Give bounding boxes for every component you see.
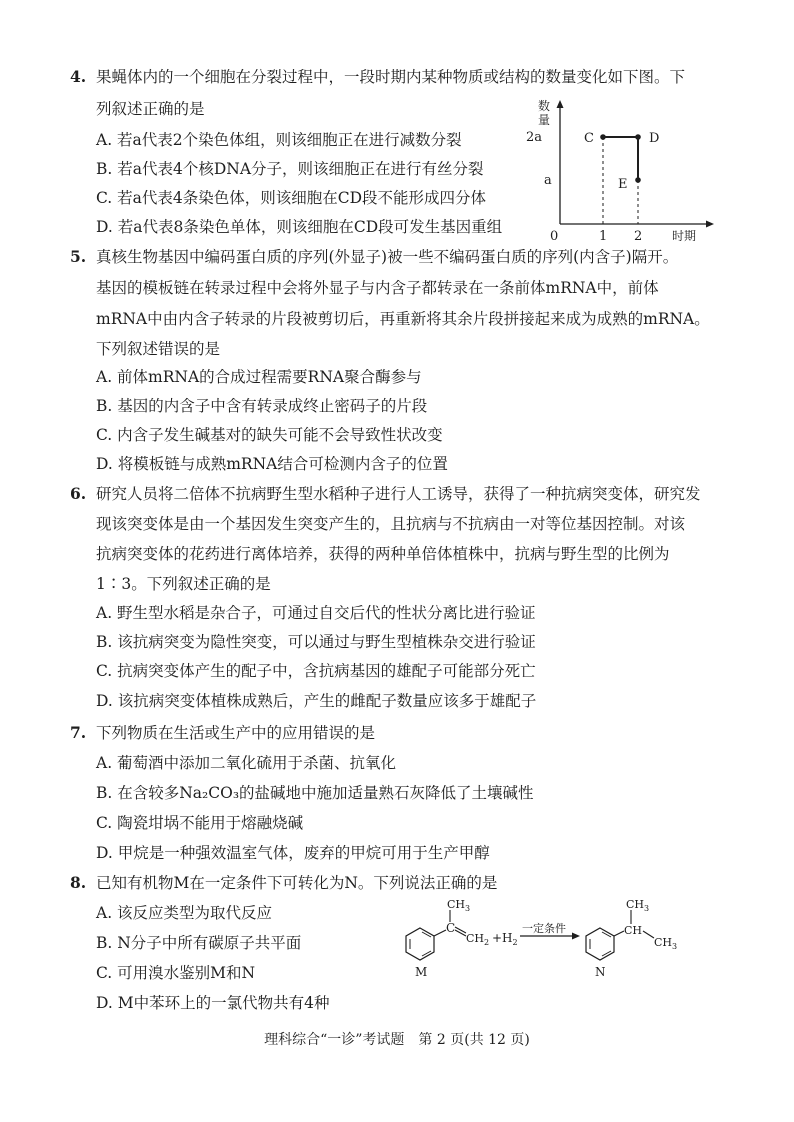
x-tick-1: 1 xyxy=(599,229,608,242)
question-5-option-b: B. 基因的内含子中含有转录成终止密码子的片段 xyxy=(96,397,428,415)
question-4-option-a: A. 若a代表2个染色体组，则该细胞正在进行减数分裂 xyxy=(96,131,462,149)
question-7-option-b: B. 在含较多Na₂CO₃的盐碱地中施加适量熟石灰降低了土壤碱性 xyxy=(96,784,534,802)
y-axis-arrow xyxy=(557,100,564,108)
question-8-reaction-figure xyxy=(392,894,692,984)
n-label: N xyxy=(595,965,606,979)
question-number: 8. xyxy=(70,873,87,892)
x-tick-2: 2 xyxy=(634,229,643,242)
m-ring-to-c-bond xyxy=(434,930,446,936)
question-8-stem: 8. 已知有机物M在一定条件下可转化为N。下列说法正确的是 xyxy=(70,873,498,892)
m-ring-inner-bond xyxy=(422,932,431,937)
question-number: 4. xyxy=(70,67,87,86)
question-8-option-b: B. N分子中所有碳原子共平面 xyxy=(96,934,302,952)
question-5-option-a: A. 前体mRNA的合成过程需要RNA聚合酶参与 xyxy=(96,368,422,386)
question-5-stem-line-2: 基因的模板链在转录过程中会将外显子与内含子都转录在一条前体mRNA中，前体 xyxy=(96,279,659,297)
m-ring-inner-bond xyxy=(422,951,431,956)
y-axis-label-1: 数 xyxy=(538,99,551,113)
question-6-option-d: D. 该抗病突变体植株成熟后，产生的雌配子数量应该多于雄配子 xyxy=(96,692,537,710)
question-8-option-c: C. 可用溴水鉴别M和N xyxy=(96,964,256,982)
n-ch-ch3-right-bond xyxy=(643,931,654,938)
question-5-stem-line-1: 5. 真核生物基因中编码蛋白质的序列(外显子)被一些不编码蛋白质的序列(内含子)隔开。 xyxy=(70,247,679,266)
question-4-option-c: C. 若a代表4条染色体，则该细胞在CD段不能形成四分体 xyxy=(96,189,487,207)
n-ring-inner-bond xyxy=(602,932,611,937)
origin-label: 0 xyxy=(550,229,559,242)
plus-h2: $+H_2$ xyxy=(492,931,518,947)
question-7-stem: 7. 下列物质在生活或生产中的应用错误的是 xyxy=(70,723,376,742)
question-5-stem-line-3: mRNA中由内含子转录的片段被剪切后，再重新将其余片段拼接起来成为成熟的mRNA。 xyxy=(96,310,710,328)
question-number: 6. xyxy=(70,484,87,503)
point-e xyxy=(635,177,641,183)
m-ch3-top: $CH_3$ xyxy=(447,898,471,913)
question-7-option-d: D. 甲烷是一种强效温室气体，废弃的甲烷可用于生产甲醇 xyxy=(96,844,490,862)
question-6-stem-line-4: 1∶3。下列叙述正确的是 xyxy=(96,575,271,593)
question-6-stem-line-2: 现该突变体是由一个基因发生突变产生的，且抗病与不抗病由一对等位基因控制。对该 xyxy=(96,515,686,533)
question-number: 5. xyxy=(70,247,87,266)
n-ch: CH xyxy=(624,924,643,937)
question-7-option-a: A. 葡萄酒中添加二氧化硫用于杀菌、抗氧化 xyxy=(96,754,397,772)
question-4-figure xyxy=(520,92,720,242)
label-c: C xyxy=(584,131,594,146)
question-6-option-a: A. 野生型水稻是杂合子，可通过自交后代的性状分离比进行验证 xyxy=(96,604,536,622)
question-5-option-d: D. 将模板链与成熟mRNA结合可检测内含子的位置 xyxy=(96,455,448,473)
m-c-atom: C xyxy=(446,921,456,935)
question-4-option-d: D. 若a代表8条染色单体，则该细胞在CD段可发生基因重组 xyxy=(96,218,503,236)
point-c xyxy=(600,134,606,140)
m-double-bond-2 xyxy=(455,927,466,933)
question-4-stem-line-2: 列叙述正确的是 xyxy=(96,100,205,118)
question-4-option-b: B. 若a代表4个核DNA分子，则该细胞正在进行有丝分裂 xyxy=(96,160,484,178)
question-number: 7. xyxy=(70,723,87,742)
reaction-condition: 一定条件 xyxy=(522,922,566,935)
question-5-stem-line-4: 下列叙述错误的是 xyxy=(96,340,221,358)
n-ring-inner-bond xyxy=(602,951,611,956)
x-axis-arrow xyxy=(706,221,714,228)
n-ch3-right: $CH_3$ xyxy=(654,936,678,951)
y-tick-a: a xyxy=(544,173,552,188)
n-ch3-top: $CH_3$ xyxy=(626,898,650,913)
n-ring-to-ch-bond xyxy=(614,931,624,936)
m-double-bond-1 xyxy=(455,930,466,936)
page-footer: 理科综合“一诊”考试题 第 2 页(共 12 页) xyxy=(264,1032,530,1048)
y-axis-label-2: 量 xyxy=(538,113,551,127)
point-d xyxy=(635,134,641,140)
label-d: D xyxy=(649,131,660,146)
question-4-stem-line-1: 4. 果蝇体内的一个细胞在分裂过程中，一段时期内某种物质或结构的数量变化如下图。下 xyxy=(70,67,686,86)
question-6-stem-line-1: 6. 研究人员将二倍体不抗病野生型水稻种子进行人工诱导，获得了一种抗病突变体，研究发 xyxy=(70,484,701,503)
question-8-option-d: D. M中苯环上的一氯代物共有4种 xyxy=(96,994,330,1012)
question-6-option-c: C. 抗病突变体产生的配子中，含抗病基因的雄配子可能部分死亡 xyxy=(96,662,536,680)
question-6-stem-line-3: 抗病突变体的花药进行离体培养，获得的两种单倍体植株中，抗病与野生型的比例为 xyxy=(96,545,670,563)
label-e: E xyxy=(618,177,628,192)
reaction-arrow-head xyxy=(572,933,580,940)
question-5-option-c: C. 内含子发生碱基对的缺失可能不会导致性状改变 xyxy=(96,426,443,444)
m-label: M xyxy=(415,965,428,979)
m-ch2: $CH_2$ xyxy=(466,932,490,947)
x-axis-label: 时期 xyxy=(672,229,697,242)
question-8-option-a: A. 该反应类型为取代反应 xyxy=(96,904,273,922)
y-tick-2a: 2a xyxy=(526,130,543,145)
question-6-option-b: B. 该抗病突变为隐性突变，可以通过与野生型植株杂交进行验证 xyxy=(96,633,536,651)
question-7-option-c: C. 陶瓷坩埚不能用于熔融烧碱 xyxy=(96,814,304,832)
